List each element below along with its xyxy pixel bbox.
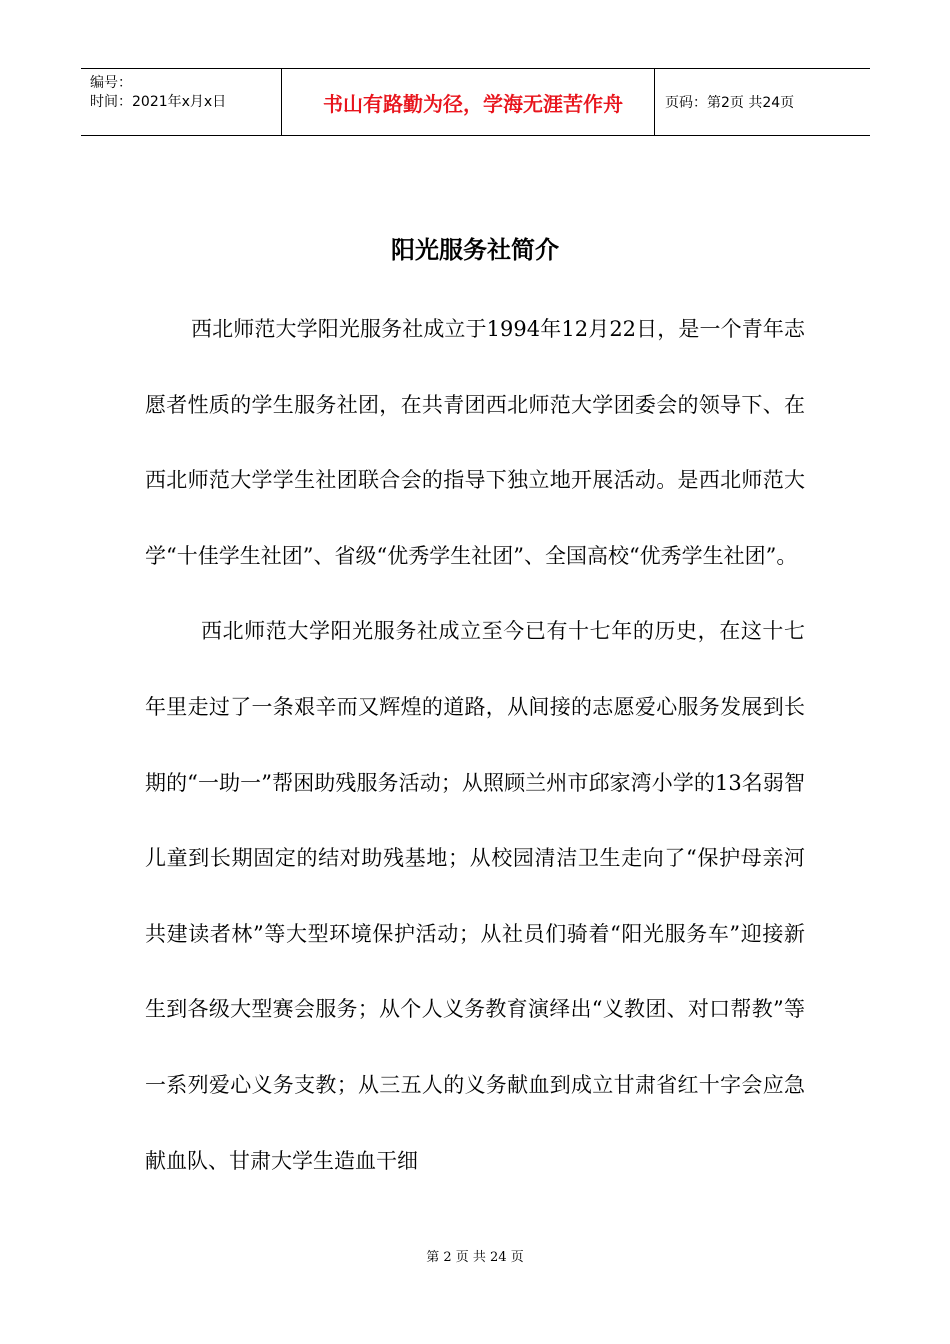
document-body [145, 292, 805, 1199]
number-label: 编号： [90, 75, 132, 91]
header-meta [81, 69, 282, 135]
time-label: 时间：2021年x月x日 [90, 94, 227, 110]
document-header [81, 68, 870, 136]
paragraph: 西北师范大学阳光服务社成立于1994年12月22日，是一个青年志愿者性质的学生服务社团，在共青团西北师范大学团委会的领导下、在西北师范大学学生社团联合会的指导下独立地开展活动。是西北师范大学“十佳学生社团”、省级“优秀学生社团”、全国高校“优秀学生社团”。 [145, 317, 805, 568]
header-motto: 书山有路勤为径，学海无涯苦作舟 [323, 91, 623, 116]
page-info: 页码：第2页 共24页 [665, 95, 795, 111]
paragraph: 西北师范大学阳光服务社成立至今已有十七年的历史，在这十七年里走过了一条艰辛而又辉煌的道路，从间接的志愿爱心服务发展到长期的“一助一”帮困助残服务活动；从照顾兰州市邱家湾小学的13名弱智儿童到长期固定的结对助残基地；从校园清洁卫生走向了“保护母亲河 共建读者林”等大型环境保护活动；从社员们骑着“阳光服务车”迎接新生到各级大型赛会服务；从个人义务教育演绎出“义教团、对口帮教”等一系列爱心义务支教；从三五人的义务献血到成立甘肃省红十字会应急献血队、甘肃大学生造血干细 [145, 619, 805, 1173]
header-motto-cell [282, 69, 655, 135]
page-footer: 第 2 页 共 24 页 [426, 1250, 524, 1265]
header-page-info-cell [655, 69, 870, 135]
document-title: 阳光服务社简介 [391, 235, 559, 264]
